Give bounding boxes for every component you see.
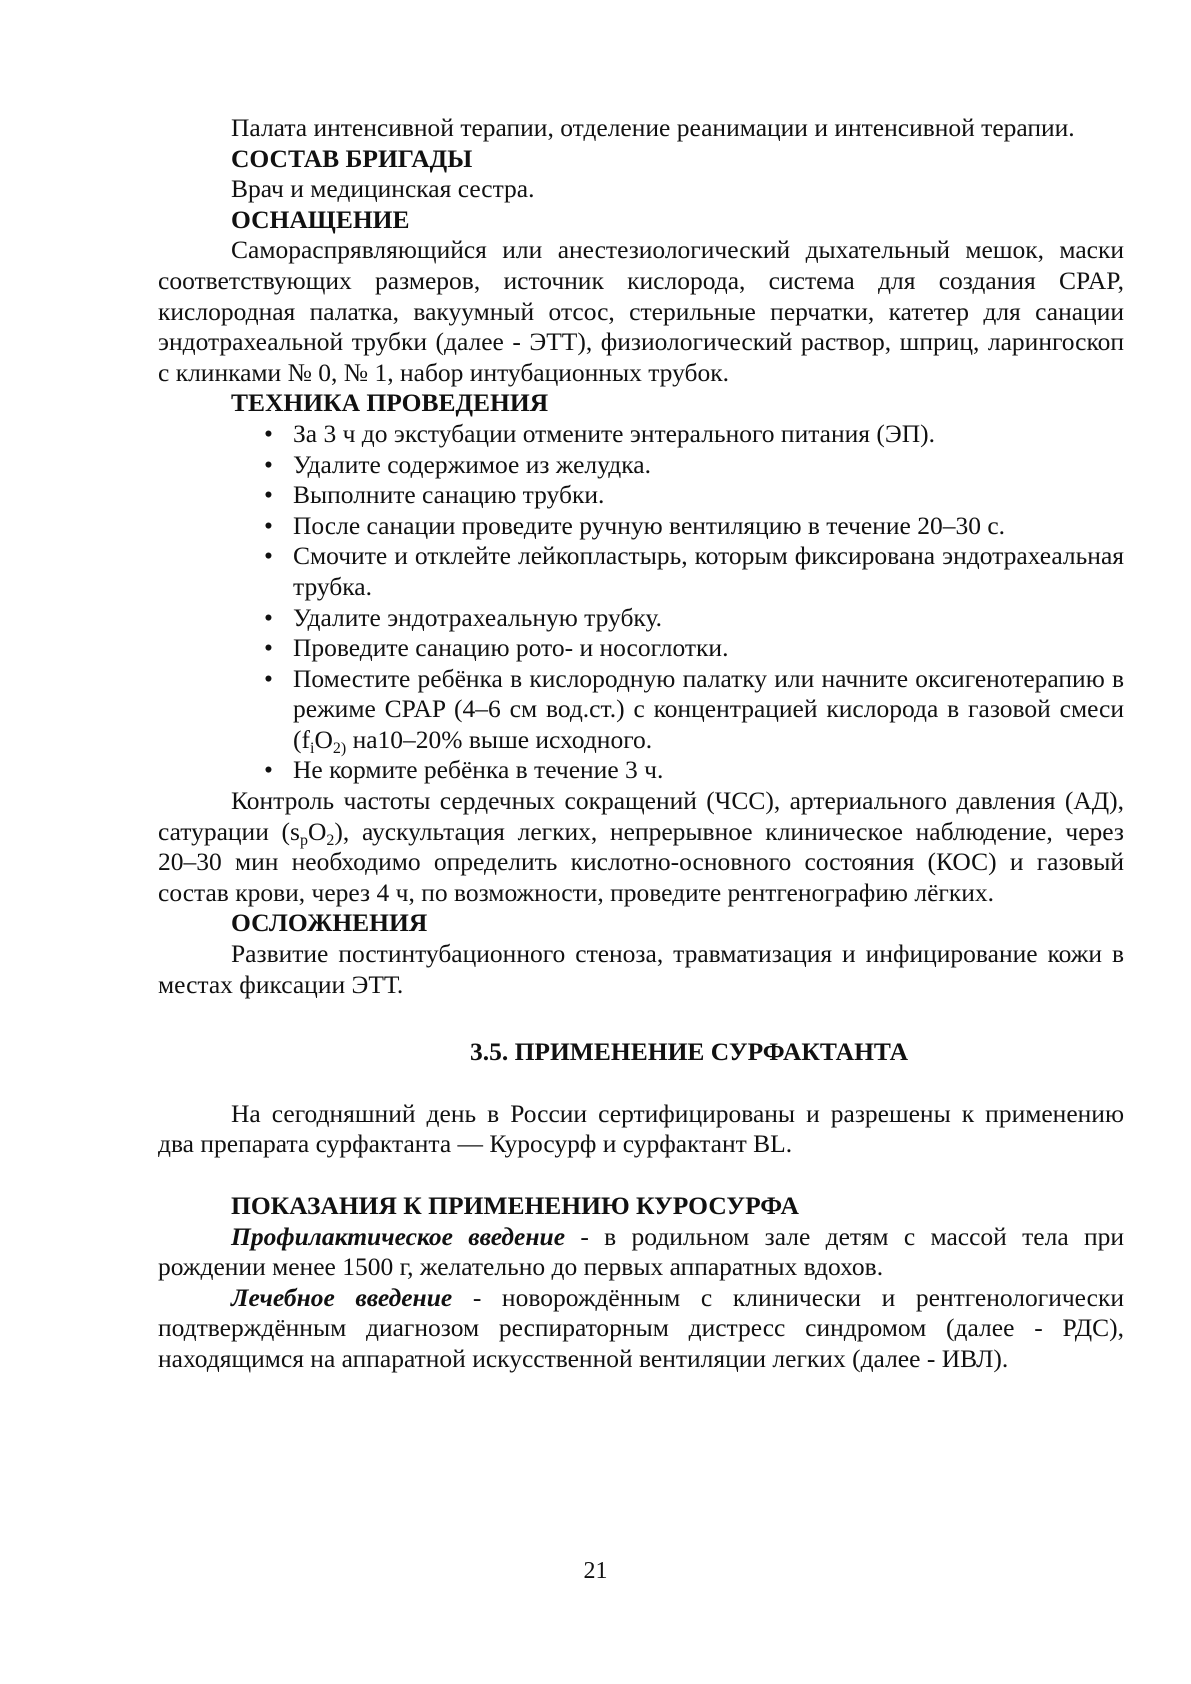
step-text: Удалите содержимое из желудка. (293, 449, 651, 479)
control-text-part: ), аускультация легких, непрерывное клиническое наблюдение, через 20–30 мин необходимо определить кислотно-основного состояния (КОС) и газовый состав крови, через 4 ч, по возможности, проведите рентгенографию лёгких. (158, 816, 1124, 907)
page-number: 21 (583, 1558, 608, 1584)
bullet-icon: • (264, 663, 273, 693)
section-title: 3.5. ПРИМЕНЕНИЕ СУРФАКТАНТА (469, 1037, 909, 1067)
step-text-part: O (314, 724, 333, 754)
step-text-part: Поместите ребёнка в кислородную палатку или начните оксигенотерапию в режиме CPAP (4–6 см вод.ст.) с концентрацией кислорода в газовой смеси (f (293, 663, 1124, 754)
indications-heading: ПОКАЗАНИЯ К ПРИМЕНЕНИЮ КУРОСУРФА (231, 1191, 799, 1220)
list-item (264, 541, 1124, 602)
prophylactic-term: Профилактическое введение (231, 1221, 566, 1251)
step-text: Не кормите ребёнка в течение 3 ч. (293, 755, 664, 785)
control-text-part: O (307, 816, 327, 846)
list-item (264, 603, 1124, 634)
bullet-icon: • (264, 418, 273, 448)
equipment-heading: ОСНАЩЕНИЕ (231, 204, 410, 234)
prophylactic-text: - в родильном зале детям с массой тела при рождении менее 1500 г, желательно до первых аппаратных вдохов. (158, 1221, 1125, 1282)
technique-steps-list (158, 419, 1124, 786)
therapeutic-term: Лечебное введение (231, 1282, 453, 1312)
step-text: После санации проведите ручную вентиляцию в течение 20–30 с. (293, 510, 1006, 540)
step-text: Выполните санацию трубки. (293, 480, 605, 510)
step-text: Проведите санацию рото- и носоглотки. (293, 633, 729, 663)
control-text-part: Контроль частоты сердечных сокращений (ЧСС), артериального давления (АД), сатурации (s (158, 786, 1124, 846)
bullet-icon: • (264, 602, 273, 632)
subscript: 2 (326, 831, 335, 849)
bullet-icon: • (264, 449, 273, 479)
control-paragraph (158, 786, 1124, 908)
list-item (264, 664, 1124, 756)
bullet-icon: • (264, 541, 273, 571)
step-text: Удалите эндотрахеальную трубку. (293, 602, 663, 632)
step-text (293, 663, 1124, 757)
equipment-paragraph: Самораспрявляющийся или анестезиологический дыхательный мешок, маски соответствующих размеров, источник кислорода, система для создания CPAP, кислородная палатка, вакуумный отсос, стерильные перчатки, катетер для санации эндотрахеальной трубки (далее - ЭТТ), физиологический раствор, шприц, ларингоскоп с клинками № 0, № 1, набор интубационных трубок. (158, 235, 1124, 387)
subscript: 2) (332, 739, 347, 757)
step-text: Смочите и отклейте лейкопластырь, которым фиксирована эндотрахеальная трубка. (293, 541, 1124, 601)
list-item (264, 450, 1124, 481)
complications-heading: ОСЛОЖНЕНИЯ (231, 908, 428, 938)
intro-paragraph: Палата интенсивной терапии, отделение реанимации и интенсивной терапии. (231, 113, 1075, 142)
team-heading: СОСТАВ БРИГАДЫ (231, 143, 473, 173)
list-item (264, 633, 1124, 664)
step-text-part: на10–20% выше исходного. (346, 724, 653, 754)
bullet-icon: • (264, 480, 273, 510)
bullet-icon: • (264, 755, 273, 785)
complications-paragraph: Развитие постинтубационного стеноза, травматизация и инфицирование кожи в местах фиксации ЭТТ. (158, 939, 1124, 999)
list-item (264, 419, 1124, 450)
bullet-icon: • (264, 510, 273, 540)
subscript: p (299, 831, 308, 849)
list-item (264, 511, 1124, 542)
subscript: i (309, 739, 315, 757)
team-paragraph: Врач и медицинская сестра. (231, 174, 535, 204)
page-body (158, 113, 1124, 1375)
step-text: За 3 ч до экстубации отмените энтерального питания (ЭП). (293, 418, 935, 448)
list-item (264, 480, 1124, 511)
technique-heading: ТЕХНИКА ПРОВЕДЕНИЯ (231, 388, 549, 418)
prophylactic-paragraph (158, 1222, 1124, 1283)
section-intro-paragraph: На сегодняшний день в России сертифицированы и разрешены к применению два препарата сурфактанта — Куросурф и сурфактант BL. (158, 1098, 1124, 1159)
bullet-icon: • (264, 633, 273, 663)
therapeutic-text: - новорождённым с клинически и рентгенологически подтверждённым диагнозом респираторным дистресс синдромом (далее - РДС), находящимся на аппаратной искусственной вентиляции легких (далее - ИВЛ). (158, 1282, 1124, 1373)
list-item (264, 755, 1124, 786)
therapeutic-paragraph (158, 1283, 1124, 1375)
